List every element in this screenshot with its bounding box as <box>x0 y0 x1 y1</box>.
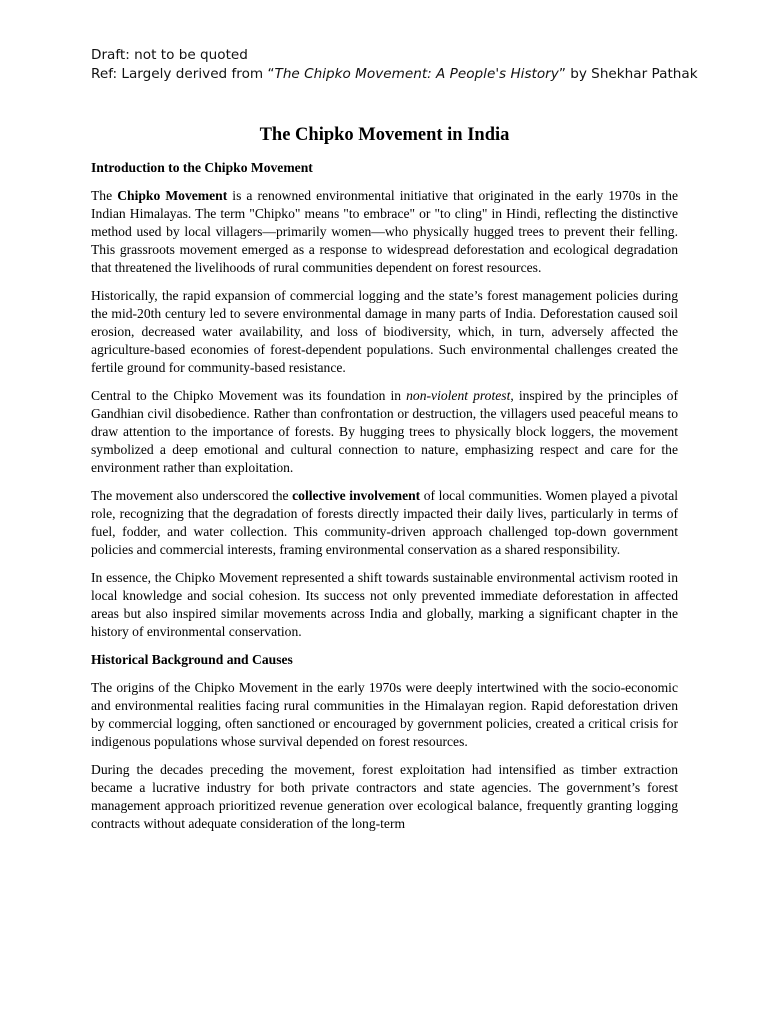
paragraph <box>91 387 678 477</box>
paragraph-text: The <box>91 188 118 203</box>
paragraph <box>91 487 678 559</box>
reference-title: The Chipko Movement: A People's History <box>274 66 559 82</box>
paragraph <box>91 187 678 277</box>
draft-note: Draft: not to be quoted <box>91 47 248 63</box>
paragraph-text: The movement also underscored the <box>91 488 293 503</box>
paragraph: Historically, the rapid expansion of commercial logging and the state’s forest management policies during the mid-20th century led to severe environmental damage in many parts of India. Deforestation caused soil erosion, decreased water availability, and loss of biodiversity, which, in turn, adversely affected the agriculture-based economies of forest-dependent populations. Such environmental challenges created the fertile ground for community-based resistance. <box>91 288 678 375</box>
page-title: The Chipko Movement in India <box>259 125 510 145</box>
paragraph: During the decades preceding the movement, forest exploitation had intensified as timber extraction became a lucrative industry for both private contractors and state agencies. The government’s forest management approach prioritized revenue generation over ecological balance, frequently granting logging contracts without adequate consideration of the long-term <box>91 762 678 831</box>
paragraph-text: , inspired by the principles of Gandhian civil disobedience. Rather than confrontation or destruction, the villagers used peaceful means to draw attention to the importance of forests. By hugging trees to physically block loggers, the movement symbolized a deep emotional and cultural connection to nature, emphasizing respect and care for the environment rather than exploitation. <box>91 388 678 475</box>
paragraph: The origins of the Chipko Movement in the early 1970s were deeply intertwined with the socio-economic and environmental realities facing rural communities in the Himalayan region. Rapid deforestation driven by commercial logging, often sanctioned or encouraged by government policies, created a critical crisis for indigenous populations whose survival depended on forest resources. <box>91 680 678 749</box>
paragraph: In essence, the Chipko Movement represented a shift towards sustainable environmental activism rooted in local knowledge and social cohesion. Its success not only prevented immediate deforestation in affected areas but also inspired similar movements across India and globally, marking a significant chapter in the history of environmental conservation. <box>91 570 678 639</box>
document-body <box>91 123 678 833</box>
section-heading-introduction: Introduction to the Chipko Movement <box>91 160 313 175</box>
reference-prefix: Ref: Largely derived from “ <box>91 66 275 82</box>
bold-term: collective involvement <box>292 488 421 503</box>
reference-line <box>91 65 698 84</box>
document-header <box>91 46 698 84</box>
bold-term: Chipko Movement <box>117 188 228 203</box>
paragraph-text: Central to the Chipko Movement was its foundation in <box>91 388 407 403</box>
italic-term: non-violent protest <box>406 388 511 403</box>
section-heading-historical-background: Historical Background and Causes <box>91 652 293 667</box>
paragraph-text: is a renowned environmental initiative that originated in the early 1970s in the Indian Himalayas. The term "Chipko" means "to embrace" or "to cling" in Hindi, reflecting the distinctive method used by local villagers—primarily women—who physically hugged trees to prevent their felling. This grassroots movement emerged as a response to widespread deforestation and ecological degradation that threatened the livelihoods of rural communities dependent on forest resources. <box>91 188 678 275</box>
paragraph-text: of local communities. Women played a pivotal role, recognizing that the degradation of forests directly impacted their daily lives, particularly in terms of fuel, fodder, and water collection. This community-driven approach challenged top-down government policies and commercial interests, framing environmental conservation as a shared responsibility. <box>91 488 679 557</box>
reference-suffix: ” by Shekhar Pathak <box>558 66 698 82</box>
